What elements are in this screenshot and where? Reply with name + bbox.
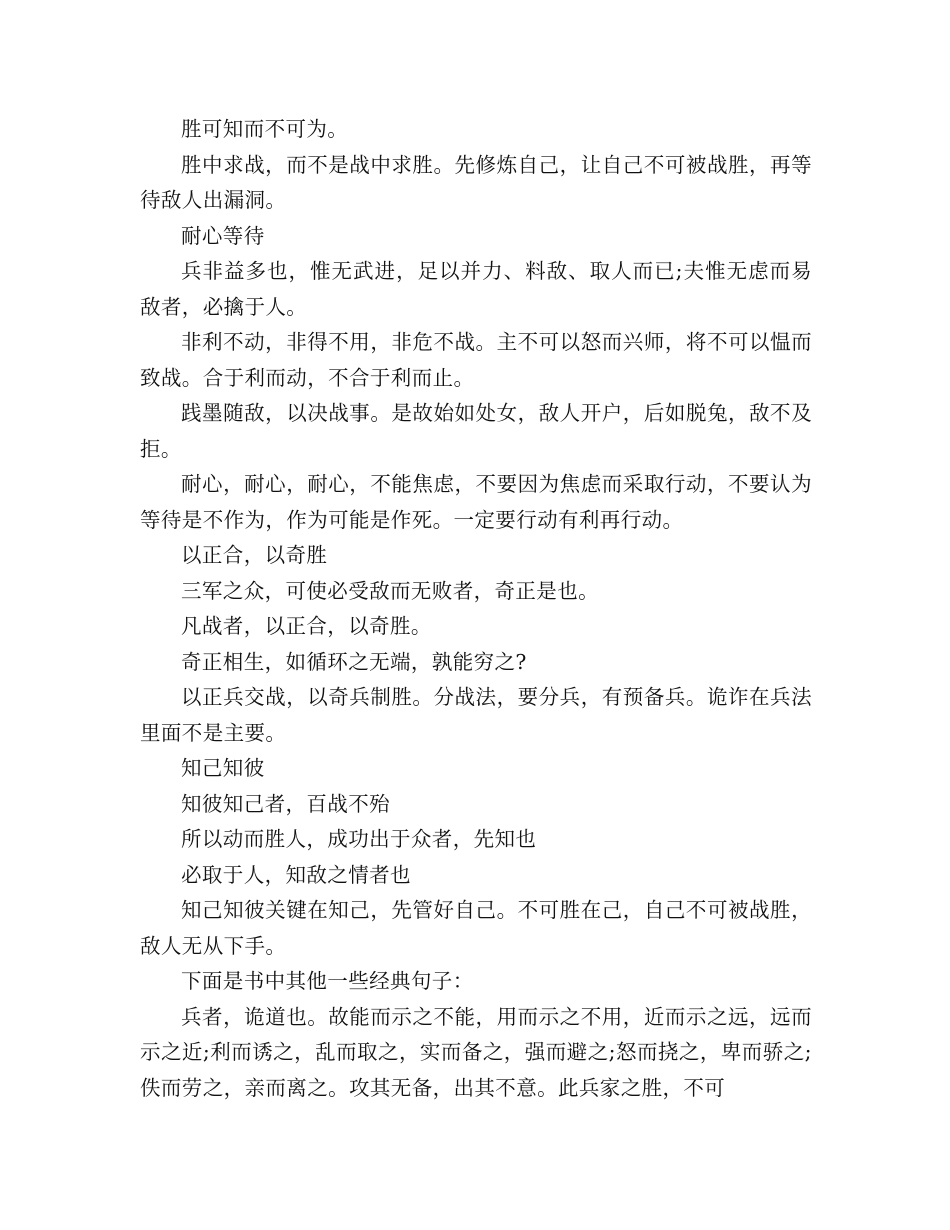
paragraph: 非利不动，非得不用，非危不战。主不可以怒而兴师，将不可以愠而致战。合于利而动，不合于利而止。 xyxy=(140,330,812,390)
paragraph: 必取于人，知敌之情者也 xyxy=(181,862,411,887)
paragraph: 耐心，耐心，耐心，不能焦虑，不要因为焦虑而采取行动，不要认为等待是不作为，作为可能是作死。一定要行动有利再行动。 xyxy=(140,472,812,532)
section-heading: 知己知彼 xyxy=(181,756,265,780)
paragraph: 凡战者，以正合，以奇胜。 xyxy=(181,614,432,638)
section-heading: 以正合，以奇胜 xyxy=(181,543,328,567)
paragraph: 胜可知而不可为。 xyxy=(181,117,349,141)
paragraph: 知彼知己者，百战不殆 xyxy=(181,791,390,816)
paragraph: 践墨随敌，以决战事。是故始如处女，敌人开户，后如脱兔，敌不及拒。 xyxy=(140,401,812,461)
document-body xyxy=(140,112,812,1106)
paragraph: 兵非益多也，惟无武进，足以并力、料敌、取人而已;夫惟无虑而易敌者，必擒于人。 xyxy=(140,259,812,319)
paragraph: 以正兵交战，以奇兵制胜。分战法，要分兵，有预备兵。诡诈在兵法里面不是主要。 xyxy=(140,685,812,745)
paragraph: 下面是书中其他一些经典句子： xyxy=(181,969,474,993)
paragraph: 知己知彼关键在知己，先管好自己。不可胜在己，自己不可被战胜，敌人无从下手。 xyxy=(140,898,812,958)
paragraph: 奇正相生，如循环之无端，孰能穷之? xyxy=(181,649,527,674)
paragraph: 胜中求战，而不是战中求胜。先修炼自己，让自己不可被战胜，再等待敌人出漏洞。 xyxy=(140,152,812,212)
paragraph: 所以动而胜人，成功出于众者，先知也 xyxy=(181,827,537,851)
paragraph: 兵者，诡道也。故能而示之不能，用而示之不用，近而示之远，远而示之近;利而诱之，乱而取之，实而备之，强而避之;怒而挠之，卑而骄之;佚而劳之，亲而离之。攻其无备，出其不意。此兵家之胜，不可 xyxy=(140,1004,812,1100)
section-heading: 耐心等待 xyxy=(181,223,265,248)
paragraph: 三军之众，可使必受敌而无败者，奇正是也。 xyxy=(181,578,599,603)
